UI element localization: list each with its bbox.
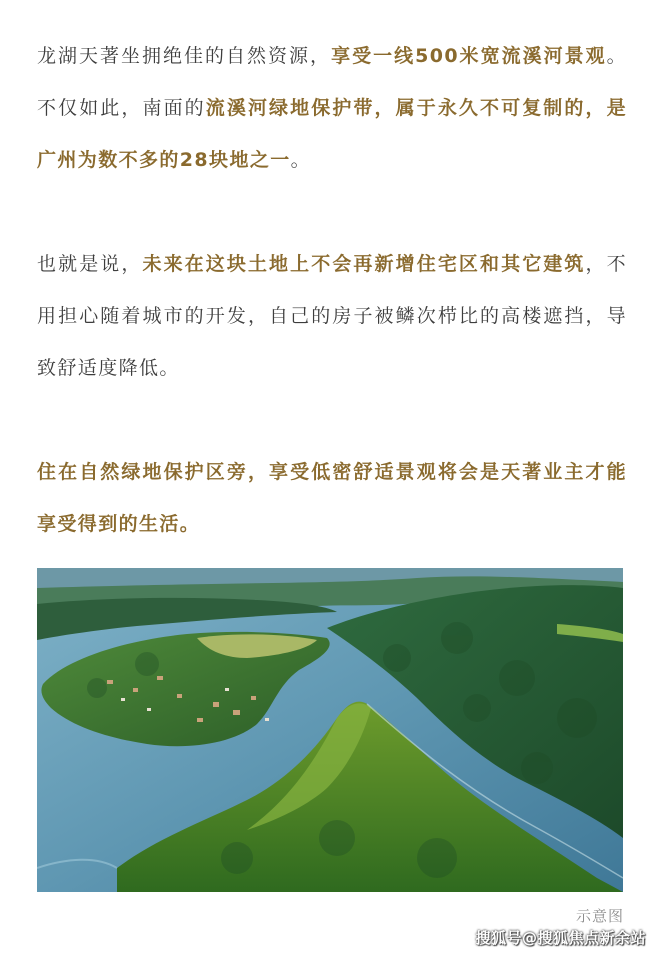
paragraph-2-text: ，不用担心随着城市的开发，自己的房子被鳞次栉比的高楼遮挡，导致舒适度降低。 xyxy=(37,253,627,379)
river-aerial-illustration xyxy=(37,568,623,892)
watermark: 搜狐号@搜狐焦点新余站 xyxy=(475,929,646,947)
paragraph-1-highlight: 享受一线500米宽流溪河景观 xyxy=(331,45,607,67)
river-aerial-photo xyxy=(37,568,623,892)
paragraph-2 xyxy=(37,238,627,394)
paragraph-1-text: 龙湖天著坐拥绝佳的自然资源， xyxy=(37,45,332,67)
paragraph-1-highlight: 流溪河绿地保护带，属于永久不可复制的，是广州为数不多的28块地之一 xyxy=(37,97,627,171)
paragraph-2-text: 也就是说， xyxy=(37,253,143,275)
paragraph-2-highlight: 未来在这块土地上不会再新增住宅区和其它建筑 xyxy=(142,253,586,275)
image-caption: 示意图 xyxy=(575,907,624,925)
article-body xyxy=(37,30,627,602)
paragraph-1 xyxy=(37,30,627,186)
paragraph-3-highlight: 住在自然绿地保护区旁，享受低密舒适景观将会是天著业主才能享受得到的生活。 xyxy=(37,461,627,535)
paragraph-1-text: 。不仅如此，南面的 xyxy=(37,45,628,119)
paragraph-3 xyxy=(37,446,627,550)
paragraph-1-text: 。 xyxy=(290,149,312,171)
